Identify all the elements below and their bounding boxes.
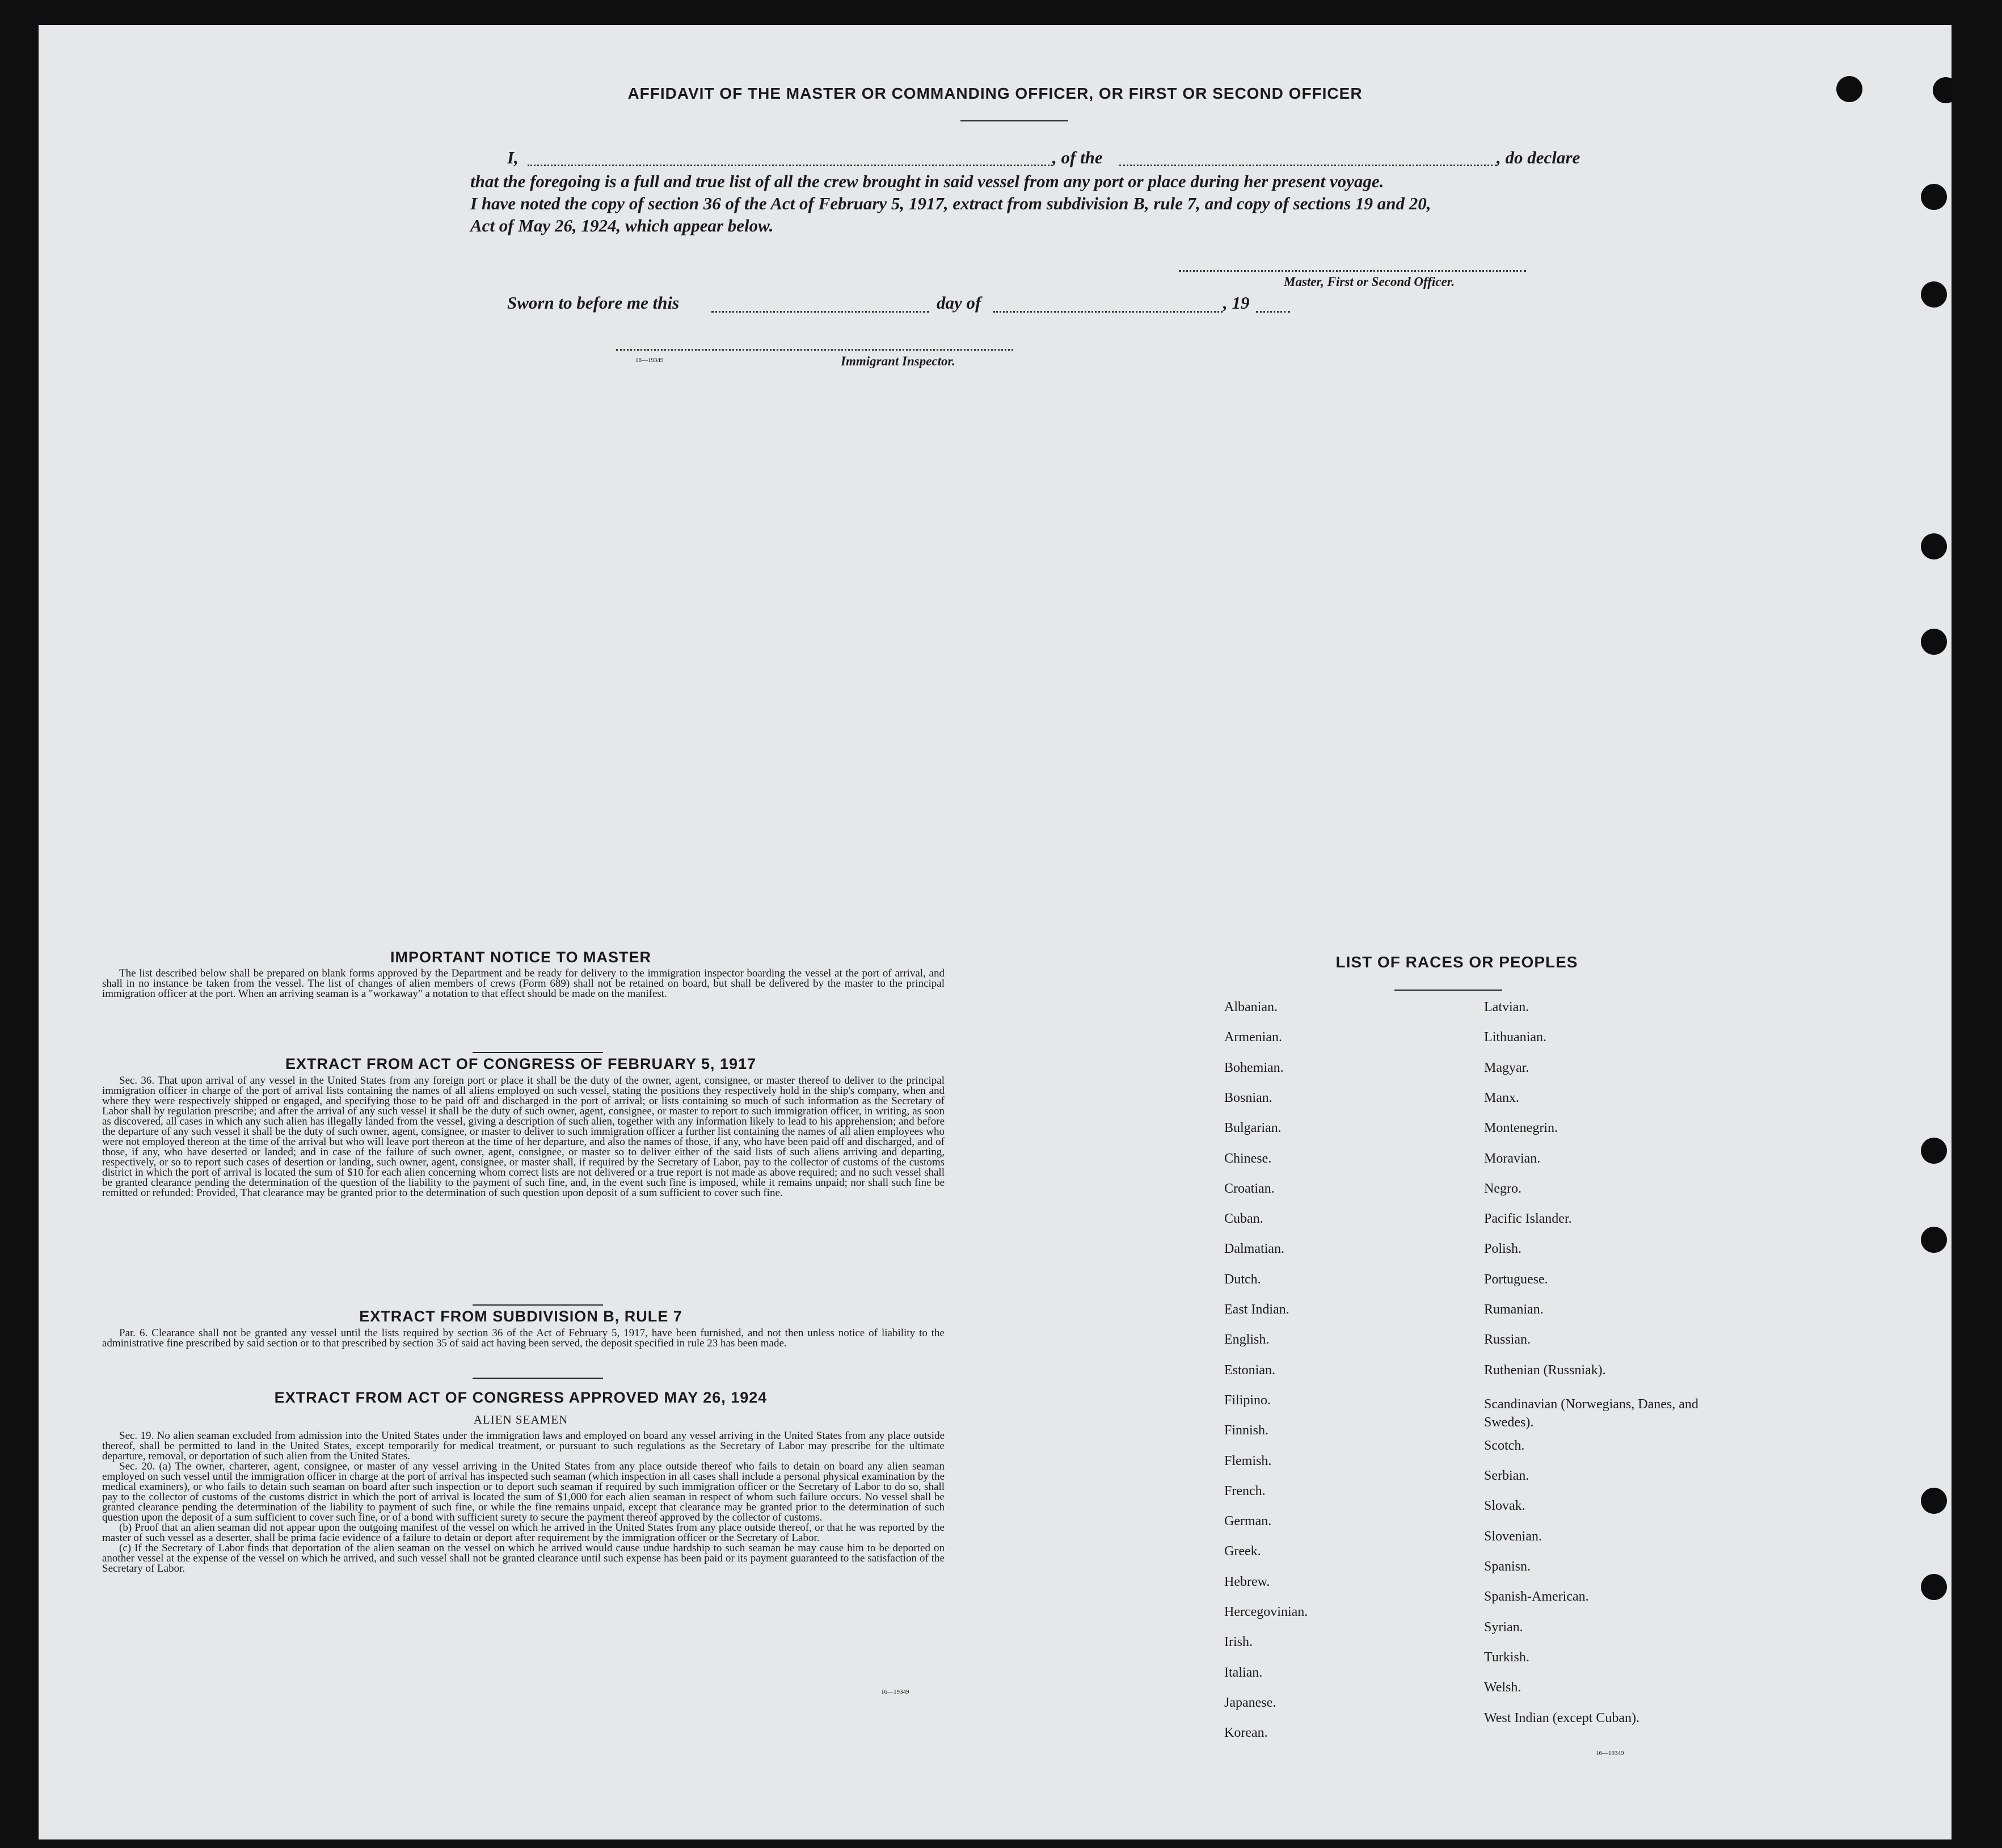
section-divider	[473, 1378, 603, 1379]
races-divider	[1394, 990, 1502, 991]
race-item: Rumanian.	[1484, 1302, 1544, 1317]
race-item: Turkish.	[1484, 1649, 1529, 1665]
sec-19-paragraph: Sec. 19. No alien seaman excluded from admission into the United States under the immigration laws and employed on board any vessel arriving in the United States from any place outside thereof, shall be permitted to land in the United States, except temporarily for medical treatment, or pursuant to such regulations as the Secretary of Labor may prescribe for the ultimate departure, removal, or deportation of such alien from the United States.	[102, 1430, 945, 1462]
notice-title: IMPORTANT NOTICE TO MASTER	[390, 949, 651, 966]
sworn-year-label: , 19	[1223, 293, 1250, 313]
races-title: LIST OF RACES OR PEOPLES	[1335, 953, 1578, 971]
race-item: Dalmatian.	[1224, 1241, 1284, 1257]
race-item: Serbian.	[1484, 1468, 1529, 1484]
binder-hole	[1921, 184, 1947, 210]
inspector-signature-field[interactable]	[616, 349, 1013, 351]
par-6-paragraph: Par. 6. Clearance shall not be granted any vessel until the lists required by section 36 of the Act of February 5, 1917, have been furnished, and not then unless notice of liability to the administrative fine prescribed by said section or to that prescribed by section 35 of said act having been served, the deposit specified in rule 23 has been made.	[102, 1327, 945, 1349]
sec-36-paragraph: Sec. 36. That upon arrival of any vessel in the United States from any foreign port or place it shall be the duty of the owner, agent, consignee, or master thereof to deliver to the principal immigration officer in charge of the port of arrival lists containing the names of all aliens employed on such vessel, stating the positions they respectively hold in the ship's company, when and where they were respectively shipped or engaged, and specifying those to be paid off and discharged in the port of arrival; or lists containing so much of such information as the Secretary of Labor shall by regulation prescribe; and after the arrival of any such vessel it shall be the duty of such owner, agent, consignee, or master to report to such immigration officer, in writing, as soon as discovered, all cases in which any such alien has illegally landed from the vessel, giving a description of such alien, together with any information likely to lead to his apprehension; and before the departure of any such vessel it shall be the duty of such owner, agent, consignee, or master to deliver to such immigration officer a further list containing the names of all alien employees who were not employed thereon at the time of the arrival but who will leave port thereon at the time of her departure, and also the names of those, if any, who have been paid off and discharged, and of those, if any, who have deserted or landed; and in case of the failure of such owner, agent, consignee, or master so to deliver either of the said lists of such aliens arriving and departing, respectively, or so to report such cases of desertion or landing, such owner, agent, consignee, or master shall, if required by the Secretary of Labor, pay to the collector of customs of the customs district in which the port of arrival is located the sum of $10 for each alien concerning whom correct lists are not delivered or a true report is not made as above required; and no such vessel shall be granted clearance pending the determination of the question of the liability to the payment of such fine, and, in the event such fine is imposed, while it remains unpaid; nor shall such fine be remitted or refunded: Provided, That clearance may be granted prior to the determination of such question upon deposit of a sum sufficient to cover such fine.	[102, 1075, 945, 1199]
race-item: Finnish.	[1224, 1423, 1269, 1438]
race-item: Bulgarian.	[1224, 1121, 1282, 1136]
race-item: Moravian.	[1484, 1151, 1541, 1166]
extract-rule7-title: EXTRACT FROM SUBDIVISION B, RULE 7	[359, 1308, 682, 1325]
extract-1924-title: EXTRACT FROM ACT OF CONGRESS APPROVED MAY 26, 1924	[274, 1389, 768, 1406]
race-item: Pacific Islander.	[1484, 1211, 1572, 1227]
officer-signature-label: Master, First or Second Officer.	[1284, 275, 1455, 289]
race-item: Manx.	[1484, 1090, 1519, 1105]
race-item: Estonian.	[1224, 1362, 1275, 1378]
race-item: Spanisn.	[1484, 1559, 1531, 1575]
affidavit-line-2: that the foregoing is a full and true list of all the crew brought in said vessel from any port or place during her present voyage.	[470, 171, 1384, 191]
race-item: Cuban.	[1224, 1211, 1263, 1227]
sworn-day-of-label: day of	[937, 293, 981, 313]
extract-1917-title: EXTRACT FROM ACT OF CONGRESS OF FEBRUARY 5, 1917	[285, 1055, 757, 1072]
race-item: Lithuanian.	[1484, 1030, 1546, 1045]
binder-hole	[1921, 1574, 1947, 1600]
race-item: Slovak.	[1484, 1498, 1525, 1514]
race-item: Italian.	[1224, 1665, 1263, 1680]
race-item: Scotch.	[1484, 1438, 1525, 1453]
affidavit-do-declare-label: , do declare	[1497, 148, 1580, 167]
binder-hole	[1921, 629, 1947, 655]
race-item: Bosnian.	[1224, 1090, 1272, 1105]
title-divider	[960, 120, 1068, 121]
sworn-year-field[interactable]	[1256, 311, 1290, 313]
race-item: Dutch.	[1224, 1272, 1261, 1287]
race-item: Hercegovinian.	[1224, 1605, 1308, 1619]
section-divider	[473, 1304, 603, 1306]
sworn-day-field[interactable]	[711, 311, 929, 313]
master-name-field[interactable]	[528, 165, 1052, 166]
race-item: Flemish.	[1224, 1453, 1272, 1468]
race-item: Croatian.	[1224, 1181, 1275, 1196]
form-number: 16—19349	[635, 357, 664, 364]
sworn-month-field[interactable]	[993, 311, 1223, 313]
race-item: Portuguese.	[1484, 1272, 1548, 1287]
form-number: 16—19349	[881, 1689, 909, 1695]
race-item: Greek.	[1224, 1544, 1261, 1559]
race-item: Bohemian.	[1224, 1060, 1284, 1075]
extract-rule7-text	[102, 1328, 945, 1349]
binder-hole	[1921, 281, 1947, 308]
sec-20b-paragraph: (b) Proof that an alien seaman did not appear upon the outgoing manifest of the vessel on which he arrived in the United States from any place outside thereof, or that he was reported by the master of such vessel as a deserter, shall be prima facie evidence of a failure to detain or deport after requirement by the immigration officer or the Secretary of Labor.	[102, 1522, 945, 1544]
race-item: Chinese.	[1224, 1151, 1272, 1166]
race-item: Montenegrin.	[1484, 1121, 1558, 1136]
race-item: Scandinavian (Norwegians, Danes, and Swedes).	[1484, 1396, 1698, 1430]
affidavit-line-4: Act of May 26, 1924, which appear below.	[470, 216, 774, 235]
sworn-prefix-label: Sworn to before me this	[507, 293, 680, 313]
affidavit-title: AFFIDAVIT OF THE MASTER OR COMMANDING OFFICER, OR FIRST OR SECOND OFFICER	[627, 85, 1363, 102]
race-item: Spanish-American.	[1484, 1589, 1589, 1605]
inspector-label: Immigrant Inspector.	[841, 354, 955, 368]
race-item: Russian.	[1484, 1332, 1531, 1348]
race-item: Irish.	[1224, 1635, 1253, 1650]
race-item: Slovenian.	[1484, 1529, 1542, 1544]
sec-20c-paragraph: (c) If the Secretary of Labor finds that deportation of the alien seaman on the vessel on which he arrived would cause undue hardship to such seaman he may cause him to be deported on another vessel at the expense of the vessel on which he arrived, and such vessel shall not be granted clearance until such expense has been paid or its payment guaranteed to the satisfaction of the Secretary of Labor.	[102, 1542, 945, 1575]
binder-hole	[1921, 1227, 1947, 1253]
vessel-name-field[interactable]	[1119, 165, 1497, 166]
officer-signature-field[interactable]	[1179, 270, 1526, 272]
affidavit-i-label: I,	[507, 148, 519, 167]
race-item: Latvian.	[1484, 1000, 1529, 1014]
alien-seamen-subtitle: ALIEN SEAMEN	[473, 1413, 568, 1426]
binder-hole	[1921, 1488, 1947, 1514]
race-item: Armenian.	[1224, 1030, 1282, 1045]
race-item: Negro.	[1484, 1181, 1521, 1196]
race-item: Albanian.	[1224, 1000, 1278, 1014]
race-item: German.	[1224, 1514, 1272, 1529]
notice-text	[102, 969, 945, 999]
extract-1924-text	[102, 1431, 945, 1574]
race-item: Filipino.	[1224, 1392, 1271, 1408]
race-item: West Indian (except Cuban).	[1484, 1710, 1639, 1725]
extract-1917-text	[102, 1076, 945, 1198]
race-item: Hebrew.	[1224, 1574, 1270, 1589]
race-item: Welsh.	[1484, 1680, 1521, 1695]
race-item: Japanese.	[1224, 1695, 1276, 1710]
notice-paragraph: The list described below shall be prepared on blank forms approved by the Department and be ready for delivery to the immigration inspector boarding the vessel at the port of arrival, and shall in no instance be taken from the vessel. The list of changes of alien members of crews (Form 689) shall not be retained on board, but shall be delivered by the master to the principal immigration officer at the port. When an arriving seaman is a "workaway" a notation to that effect should be made on the manifest.	[102, 967, 945, 1000]
race-item: English.	[1224, 1332, 1270, 1348]
binder-hole	[1921, 1138, 1947, 1164]
race-item: Polish.	[1484, 1241, 1522, 1257]
affidavit-line-3: I have noted the copy of section 36 of the Act of February 5, 1917, extract from subdivision B, rule 7, and copy of sections 19 and 20,	[470, 193, 1431, 213]
section-divider	[473, 1052, 603, 1053]
race-item: Ruthenian (Russniak).	[1484, 1362, 1606, 1378]
affidavit-of-the-label: , of the	[1052, 148, 1103, 167]
race-item: French.	[1224, 1483, 1266, 1498]
race-item: Syrian.	[1484, 1619, 1523, 1635]
form-page	[39, 25, 1952, 1839]
form-number: 16—19349	[1596, 1750, 1624, 1757]
race-item: Korean.	[1224, 1725, 1268, 1741]
race-item: East Indian.	[1224, 1302, 1289, 1317]
race-item: Magyar.	[1484, 1060, 1529, 1075]
sec-20a-paragraph: Sec. 20. (a) The owner, charterer, agent, consignee, or master of any vessel arriving in the United States from any place outside thereof who fails to detain on board any alien seaman employed on such vessel until the immigration officer in charge at the port of arrival has inspected such seaman (which inspection in all cases shall include a personal physical examination by the medical examiners), or who fails to detain such seaman on board after such inspection or to deport such seaman if required by such immigration officer or the Secretary of Labor to do so, shall pay to the collector of customs of the customs district in which the port of arrival is located the sum of $1,000 for each alien seaman in respect of whom such failure occurs. No vessel shall be granted clearance pending the determination of the liability to payment of such fine, or while the fine remains unpaid, except that clearance may be granted prior to the determination of such question upon the deposit of a sum sufficient to cover such fine, or of a bond with sufficient surety to secure the payment thereof approved by the collector of customs.	[102, 1460, 945, 1523]
binder-hole	[1921, 533, 1947, 559]
